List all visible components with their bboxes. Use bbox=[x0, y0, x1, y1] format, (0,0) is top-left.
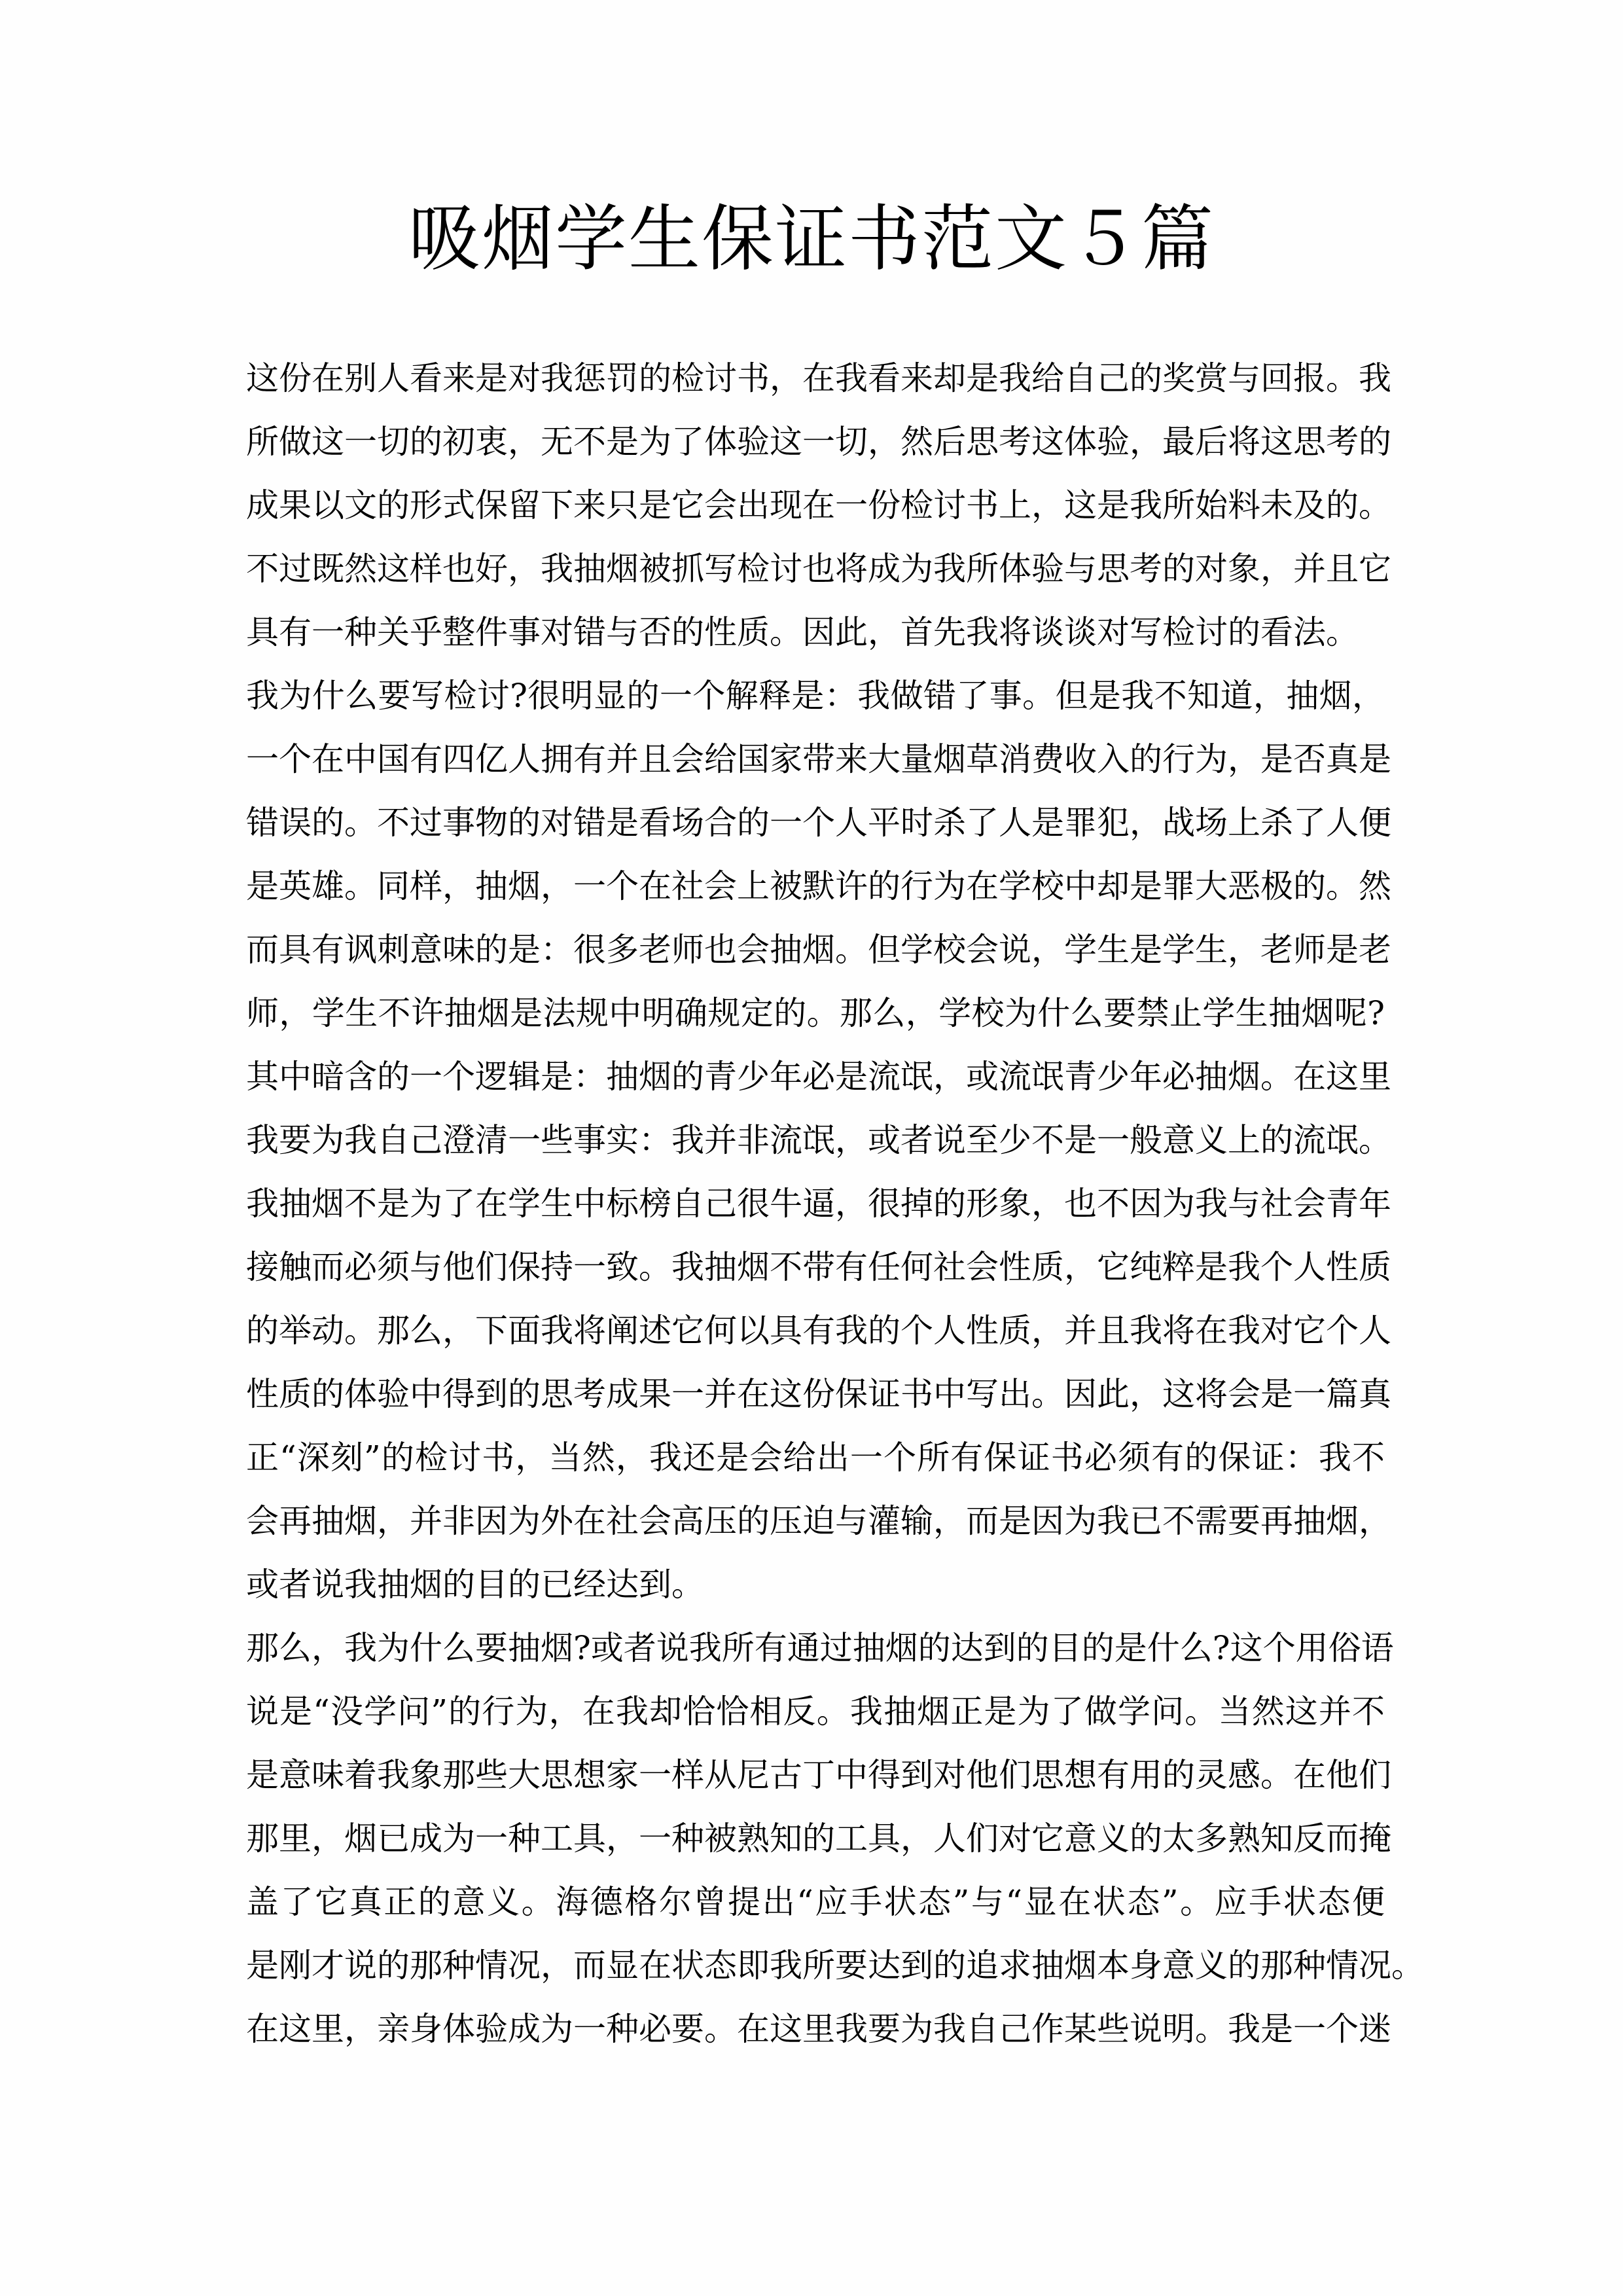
document-title: 吸烟学生保证书范文５篇 bbox=[408, 197, 1215, 281]
body-line: 不过既然这样也好，我抽烟被抓写检讨也将成为我所体验与思考的对象，并且它 bbox=[246, 550, 1391, 588]
body-line: 会再抽烟，并非因为外在社会高压的压迫与灌输，而是因为我已不需要再抽烟， bbox=[246, 1502, 1391, 1540]
body-line: 接触而必须与他们保持一致。我抽烟不带有任何社会性质，它纯粹是我个人性质 bbox=[246, 1248, 1391, 1286]
body-line: 盖了它真正的意义。海德格尔曾提出“应手状态”与“显在状态”。应手状态便 bbox=[246, 1883, 1385, 1921]
body-line: 错误的。不过事物的对错是看场合的一个人平时杀了人是罪犯，战场上杀了人便 bbox=[246, 804, 1391, 842]
body-line: 是意味着我象那些大思想家一样从尼古丁中得到对他们思想有用的灵感。在他们 bbox=[246, 1756, 1391, 1794]
body-line: 具有一种关乎整件事对错与否的性质。因此，首先我将谈谈对写检讨的看法。 bbox=[246, 613, 1359, 651]
body-line: 我为什么要写检讨?很明显的一个解释是：我做错了事。但是我不知道，抽烟， bbox=[246, 677, 1385, 715]
body-line: 我抽烟不是为了在学生中标榜自己很牛逼，很掉的形象，也不因为我与社会青年 bbox=[246, 1185, 1391, 1223]
body-line: 这份在别人看来是对我惩罚的检讨书，在我看来却是我给自己的奖赏与回报。我 bbox=[246, 359, 1391, 397]
document-body bbox=[246, 347, 1424, 2061]
body-line: 正“深刻”的检讨书，当然，我还是会给出一个所有保证书必须有的保证：我不 bbox=[246, 1439, 1385, 1477]
body-line: 或者说我抽烟的目的已经达到。 bbox=[246, 1566, 704, 1604]
body-line: 的举动。那么，下面我将阐述它何以具有我的个人性质，并且我将在我对它个人 bbox=[246, 1312, 1391, 1350]
body-line: 我要为我自己澄清一些事实：我并非流氓，或者说至少不是一般意义上的流氓。 bbox=[246, 1121, 1391, 1159]
body-line: 那么，我为什么要抽烟?或者说我所有通过抽烟的达到的目的是什么?这个用俗语 bbox=[246, 1629, 1394, 1667]
body-line: 那里，烟已成为一种工具，一种被熟知的工具，人们对它意义的太多熟知反而掩 bbox=[246, 1820, 1391, 1857]
body-line: 是英雄。同样，抽烟，一个在社会上被默许的行为在学校中却是罪大恶极的。然 bbox=[246, 867, 1391, 905]
body-line: 其中暗含的一个逻辑是：抽烟的青少年必是流氓，或流氓青少年必抽烟。在这里 bbox=[246, 1058, 1391, 1096]
body-line: 而具有讽刺意味的是：很多老师也会抽烟。但学校会说，学生是学生，老师是老 bbox=[246, 931, 1391, 969]
body-line: 是刚才说的那种情况，而显在状态即我所要达到的追求抽烟本身意义的那种情况。 bbox=[246, 1946, 1424, 1984]
body-line: 成果以文的形式保留下来只是它会出现在一份检讨书上，这是我所始料未及的。 bbox=[246, 486, 1391, 524]
body-line: 师，学生不许抽烟是法规中明确规定的。那么，学校为什么要禁止学生抽烟呢? bbox=[246, 994, 1385, 1032]
body-line: 一个在中国有四亿人拥有并且会给国家带来大量烟草消费收入的行为，是否真是 bbox=[246, 740, 1391, 778]
body-line: 说是“没学问”的行为，在我却恰恰相反。我抽烟正是为了做学问。当然这并不 bbox=[246, 1693, 1385, 1731]
body-line: 性质的体验中得到的思考成果一并在这份保证书中写出。因此，这将会是一篇真 bbox=[246, 1375, 1391, 1413]
body-line: 所做这一切的初衷，无不是为了体验这一切，然后思考这体验，最后将这思考的 bbox=[246, 423, 1391, 461]
body-line: 在这里，亲身体验成为一种必要。在这里我要为我自己作某些说明。我是一个迷 bbox=[246, 2010, 1391, 2048]
